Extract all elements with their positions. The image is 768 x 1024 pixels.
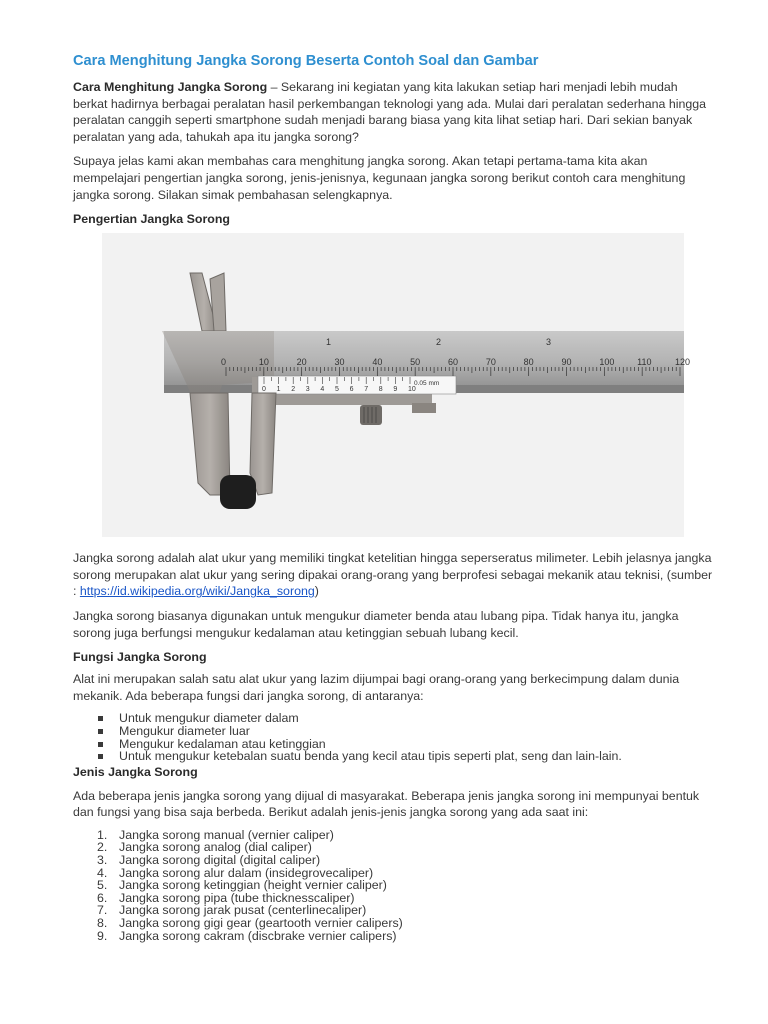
list-item: 5. Jangka sorong ketinggian (height vernier caliper) xyxy=(97,878,387,893)
heading-pengertian: Pengertian Jangka Sorong xyxy=(73,212,230,227)
article xyxy=(73,52,713,942)
vernier-precision-label: 0.05 mm xyxy=(414,380,440,388)
vernier-label: 8 xyxy=(378,386,383,394)
vernier-label: 3 xyxy=(305,386,310,394)
jenis-list xyxy=(73,829,713,942)
list-item: 8. Jangka sorong gigi gear (geartooth vernier calipers) xyxy=(97,916,403,931)
thumb-screw xyxy=(360,405,382,425)
list-item: 1. Jangka sorong manual (vernier caliper) xyxy=(97,827,334,842)
list-item: Mengukur kedalaman atau ketinggian xyxy=(73,738,713,751)
heading-fungsi: Fungsi Jangka Sorong xyxy=(73,650,207,665)
upper-scale-label: 3 xyxy=(546,337,552,348)
usage-paragraph: Jangka sorong biasanya digunakan untuk mengukur diameter benda atau lubang pipa. Tidak hanya itu, jangka sorong juga berfungsi mengukur kedalaman atau ketinggian sebuah lubang kecil. xyxy=(73,608,679,640)
overview-paragraph: Supaya jelas kami akan membahas cara menghitung jangka sorong. Akan tetapi pertama-tama kita akan mempelajari pengertian jangka sorong, jenis-jenisnya, kegunaan jangka sorong berikut contoh cara menghitung jangka sorong. Silakan simak pembahasan selengkapnya. xyxy=(73,154,686,202)
vernier-label: 2 xyxy=(291,386,296,394)
list-item: Mengukur diameter luar xyxy=(73,725,713,738)
upper-scale-label: 1 xyxy=(326,337,332,348)
list-item: Untuk mengukur ketebalan suatu benda yang kecil atau tipis seperti plat, seng dan lain-lain. xyxy=(73,750,713,763)
main-scale-label: 60 xyxy=(448,357,459,368)
wikipedia-link[interactable]: https://id.wikipedia.org/wiki/Jangka_sorong xyxy=(79,584,315,599)
main-scale-label: 50 xyxy=(410,357,421,368)
article-title: Cara Menghitung Jangka Sorong Beserta Contoh Soal dan Gambar xyxy=(73,53,539,69)
vernier-label: 4 xyxy=(320,386,325,394)
main-scale-label: 30 xyxy=(334,357,345,368)
vernier-caliper-image xyxy=(102,233,691,537)
list-item: 7. Jangka sorong jarak pusat (centerlinecaliper) xyxy=(97,903,367,918)
main-scale-label: 90 xyxy=(561,357,572,368)
caliper-illustration xyxy=(102,233,691,537)
main-scale-label: 110 xyxy=(637,357,652,368)
main-scale-label: 70 xyxy=(485,357,496,368)
definition-paragraph xyxy=(73,550,713,600)
definition-text-end: ) xyxy=(314,584,319,599)
measured-object xyxy=(220,475,256,509)
intro-lead: Cara Menghitung Jangka Sorong xyxy=(73,80,268,94)
vernier-label: 0 xyxy=(262,386,266,394)
list-item: 2. Jangka sorong analog (dial caliper) xyxy=(97,840,312,855)
upper-scale-label: 2 xyxy=(436,337,442,348)
list-item: 6. Jangka sorong pipa (tube thicknesscaliper) xyxy=(97,890,355,905)
vernier-label: 6 xyxy=(349,386,354,394)
list-item: 9. Jangka sorong cakram (discbrake vernier calipers) xyxy=(97,928,397,943)
jenis-paragraph: Ada beberapa jenis jangka sorong yang dijual di masyarakat. Beberapa jenis jangka sorong ini mempunyai bentuk dan fungsi yang bisa saja berbeda. Berikut adalah jenis-jenis jangka sorong yang ada saat ini: xyxy=(73,788,700,820)
fungsi-paragraph: Alat ini merupakan salah satu alat ukur yang lazim dijumpai bagi orang-orang yang berkecimpung dalam dunia mekanik. Ada beberapa fungsi dari jangka sorong, di antaranya: xyxy=(73,672,680,703)
main-scale-label: 100 xyxy=(599,357,615,368)
fungsi-list xyxy=(73,712,713,762)
vernier-label: 7 xyxy=(364,386,369,394)
intro-paragraph xyxy=(73,79,713,145)
heading-jenis: Jenis Jangka Sorong xyxy=(73,764,198,779)
intro-text: – Sekarang ini kegiatan yang kita lakukan setiap hari menjadi lebih mudah berkat hadirnya berbagai peralatan hasil perkembangan teknologi yang ada. Mulai dari peralatan sederhana hingga peralatan canggih seperti smartphone sudah menjadi barang biasa yang kita lihat setiap hari. Dari sekian banyak peralatan yang ada, tahukah apa itu jangka sorong? xyxy=(73,80,707,144)
main-scale-label: 20 xyxy=(296,357,307,368)
list-item: Untuk mengukur diameter dalam xyxy=(73,712,713,725)
main-scale-label: 10 xyxy=(258,357,269,368)
vernier-label: 9 xyxy=(393,386,398,394)
list-item: 4. Jangka sorong alur dalam (insidegrovecaliper) xyxy=(97,865,374,880)
definition-text: Jangka sorong adalah alat ukur yang memiliki tingkat ketelitian hingga seperseratus milimeter. Lebih jelasnya jangka sorong merupakan alat ukur yang sering dipakai orang-orang yang berprofesi sebagai mekanik atau teknisi, (sumber : xyxy=(73,551,713,599)
main-scale-label: 0 xyxy=(221,357,227,368)
list-item: 3. Jangka sorong digital (digital caliper) xyxy=(97,853,321,868)
vernier-label: 10 xyxy=(408,386,416,394)
main-scale-label: 80 xyxy=(523,357,534,368)
vernier-label: 1 xyxy=(276,386,281,394)
main-scale-label: 40 xyxy=(372,357,383,368)
main-scale-label: 120 xyxy=(675,357,691,368)
vernier-label: 5 xyxy=(335,386,339,394)
